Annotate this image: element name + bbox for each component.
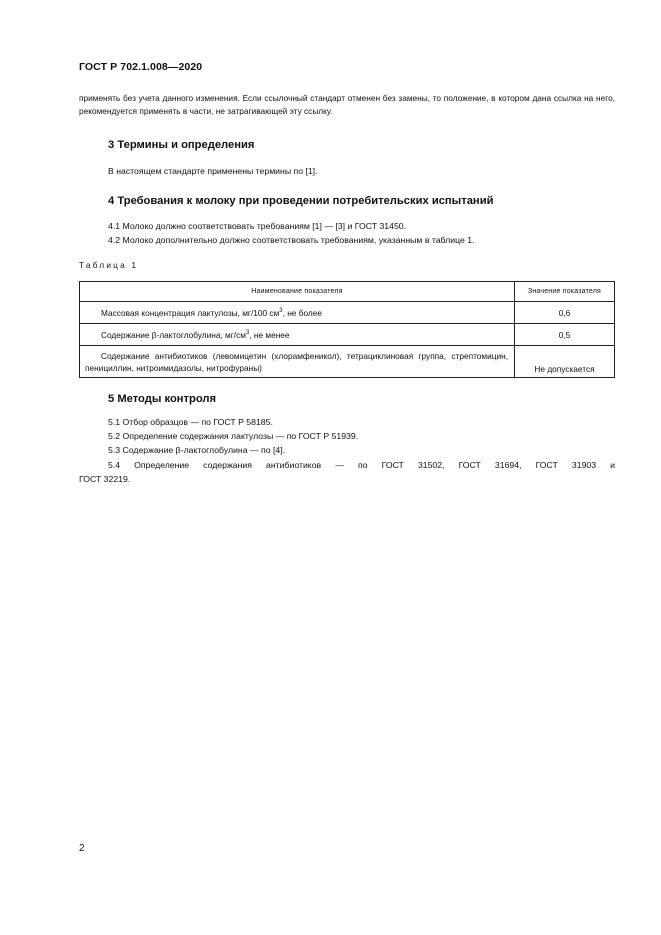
page-number: 2	[79, 843, 85, 854]
requirements-table	[79, 281, 615, 378]
table-cell-value: 0,5	[515, 324, 615, 346]
section-4-1-text: 4.1 Молоко должно соответствовать требованиям [1] — [3] и ГОСТ 31450.	[108, 221, 407, 231]
section-3-heading: 3 Термины и определения	[108, 139, 255, 151]
section-4-2-text: 4.2 Молоко дополнительно должно соответствовать требованиям, указанным в таблице 1.	[108, 235, 475, 245]
section-5-4-line-1: 5.4 Определение содержания антибиотиков — по ГОСТ 31502, ГОСТ 31694, ГОСТ 31903 и	[108, 460, 615, 470]
section-5-1-text: 5.1 Отбор образцов — по ГОСТ Р 58185.	[108, 417, 273, 427]
table-row	[80, 302, 615, 324]
row-1-name: Массовая концентрация лактулозы, мг/100 см	[101, 307, 280, 318]
row-3-name: Содержание антибиотиков (левомицетин (хлорамфеникол), тетрациклиновая группа, стрептомицин, пенициллин, нитроимидазолы, нитрофураны)	[85, 350, 508, 373]
table-row	[80, 324, 615, 346]
row-1-unit-exponent: 3	[279, 307, 283, 314]
section-5-4-line-2: ГОСТ 32219.	[79, 474, 131, 484]
table-cell-name	[80, 346, 515, 378]
table-cell-value: 0,6	[515, 302, 615, 324]
table-cell-name	[80, 302, 515, 324]
section-3-text: В настоящем стандарте применены термины по [1].	[108, 166, 318, 176]
section-5-3-text: 5.3 Содержание β-лактоглобулина — по [4].	[108, 445, 286, 455]
section-4-heading: 4 Требования к молоку при проведении потребительских испытаний	[108, 195, 494, 207]
row-2-name-suffix: , не менее	[249, 329, 290, 340]
section-5-4-text	[79, 458, 615, 486]
section-5-heading: 5 Методы контроля	[108, 393, 217, 405]
table-header-name: Наименование показателя	[80, 282, 515, 302]
section-5-2-text: 5.2 Определение содержания лактулозы — по ГОСТ Р 51939.	[108, 431, 359, 441]
table-row	[80, 346, 615, 378]
table-cell-name	[80, 324, 515, 346]
table-caption: Таблица 1	[79, 260, 139, 270]
row-2-name: Содержание β-лактоглобулина, мг/см	[101, 329, 246, 340]
table-header-value: Значение показателя	[515, 282, 615, 302]
row-2-unit-exponent: 3	[245, 329, 250, 336]
intro-paragraph: применять без учета данного изменения. Если ссылочный стандарт отменен без замены, то положение, в котором дана ссылка на него, рекомендуется применять в части, не затрагивающей эту ссылку.	[79, 93, 615, 116]
table-cell-value: Не допускается	[515, 346, 615, 378]
document-header: ГОСТ Р 702.1.008—2020	[79, 61, 203, 73]
row-1-name-suffix: , не более	[282, 307, 322, 318]
